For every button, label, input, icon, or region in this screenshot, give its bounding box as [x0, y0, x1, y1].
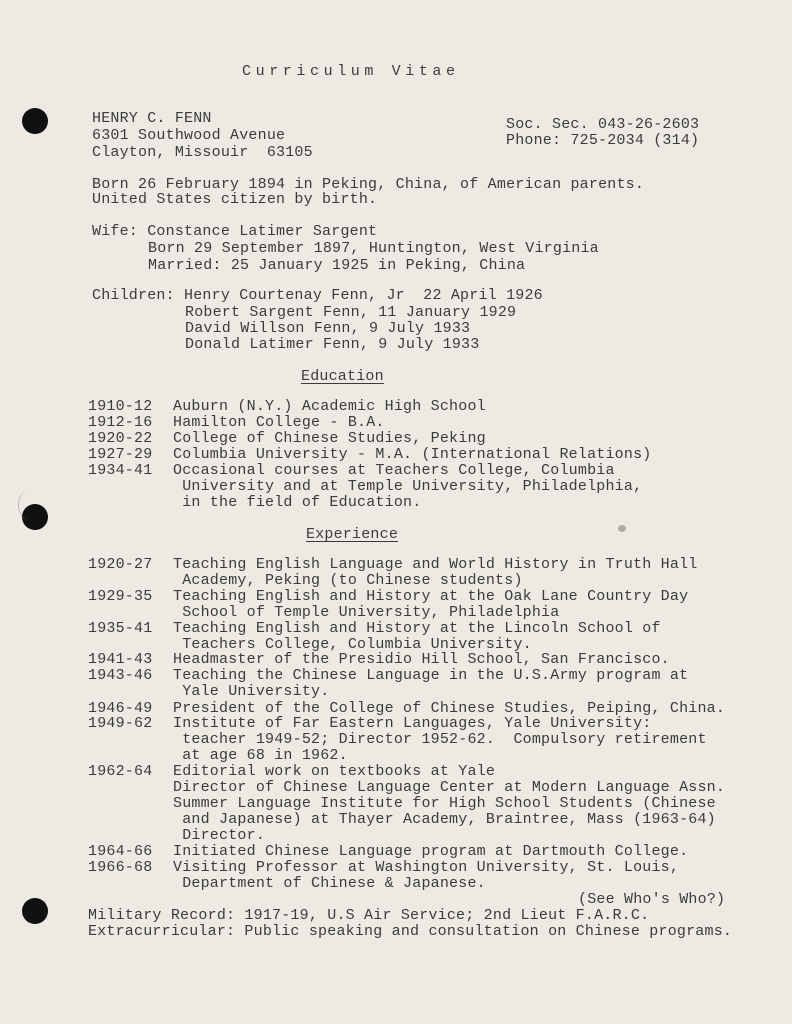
- address-line-1: 6301 Southwood Avenue: [92, 127, 286, 144]
- experience-years: 1966-68: [88, 859, 153, 876]
- experience-entry-line: President of the College of Chinese Studies, Peiping, China.: [173, 700, 726, 717]
- ink-smudge: [618, 525, 626, 532]
- punch-hole: [22, 108, 48, 134]
- experience-entry-line: Visiting Professor at Washington University, St. Louis,: [173, 859, 680, 876]
- education-years: 1910-12: [88, 398, 153, 415]
- name: HENRY C. FENN: [92, 110, 212, 127]
- experience-entry-line: Teaching English and History at the Lincoln School of: [173, 620, 661, 637]
- experience-years: 1962-64: [88, 763, 153, 780]
- extracurricular: Extracurricular: Public speaking and consultation on Chinese programs.: [88, 923, 733, 940]
- address-line-2: Clayton, Missouir 63105: [92, 144, 313, 161]
- education-entry-line: Auburn (N.Y.) Academic High School: [173, 398, 486, 415]
- education-years: 1920-22: [88, 430, 153, 447]
- birth-line-2: United States citizen by birth.: [92, 191, 378, 208]
- social-security: Soc. Sec. 043-26-2603: [506, 116, 700, 133]
- experience-entry-line: Summer Language Institute for High School Students (Chinese: [173, 795, 716, 812]
- wife-line-1: Wife: Constance Latimer Sargent: [92, 223, 378, 240]
- experience-years: 1929-35: [88, 588, 153, 605]
- experience-years: 1964-66: [88, 843, 153, 860]
- experience-entry-line: Academy, Peking (to Chinese students): [173, 572, 523, 589]
- children-line-1: Children: Henry Courtenay Fenn, Jr 22 April 1926: [92, 287, 543, 304]
- experience-years: 1941-43: [88, 651, 153, 668]
- experience-entry-line: teacher 1949-52; Director 1952-62. Compulsory retirement: [173, 731, 707, 748]
- paper-curl-mark: [18, 490, 41, 520]
- experience-entry-line: Teachers College, Columbia University.: [173, 636, 532, 653]
- education-years: 1912-16: [88, 414, 153, 431]
- experience-entry-line: Teaching English and History at the Oak Lane Country Day: [173, 588, 689, 605]
- wife-line-2: Born 29 September 1897, Huntington, West Virginia: [148, 240, 599, 257]
- military-record: Military Record: 1917-19, U.S Air Service; 2nd Lieut F.A.R.C.: [88, 907, 650, 924]
- education-heading: Education: [301, 368, 384, 385]
- experience-years: 1920-27: [88, 556, 153, 573]
- experience-entry-line: Teaching the Chinese Language in the U.S.Army program at: [173, 667, 689, 684]
- children-line-4: Donald Latimer Fenn, 9 July 1933: [185, 336, 480, 353]
- experience-entry-line: Editorial work on textbooks at Yale: [173, 763, 496, 780]
- page-title: Curriculum Vitae: [242, 63, 460, 80]
- children-line-2: Robert Sargent Fenn, 11 January 1929: [185, 304, 517, 321]
- education-entry-line: Hamilton College - B.A.: [173, 414, 385, 431]
- children-line-3: David Willson Fenn, 9 July 1933: [185, 320, 471, 337]
- education-entry-line: University and at Temple University, Philadelphia,: [173, 478, 643, 495]
- education-entry-line: Columbia University - M.A. (International Relations): [173, 446, 652, 463]
- experience-entry-line: Yale University.: [173, 683, 330, 700]
- experience-entry-line: Department of Chinese & Japanese.: [173, 875, 486, 892]
- experience-years: 1935-41: [88, 620, 153, 637]
- experience-entry-line: Director.: [173, 827, 266, 844]
- punch-hole: [22, 898, 48, 924]
- experience-years: 1943-46: [88, 667, 153, 684]
- education-years: 1934-41: [88, 462, 153, 479]
- see-also-note: (See Who's Who?): [578, 891, 726, 908]
- experience-years: 1949-62: [88, 715, 153, 732]
- education-entry-line: in the field of Education.: [173, 494, 422, 511]
- experience-entry-line: Director of Chinese Language Center at Modern Language Assn.: [173, 779, 726, 796]
- experience-entry-line: and Japanese) at Thayer Academy, Braintree, Mass (1963-64): [173, 811, 716, 828]
- experience-heading: Experience: [306, 526, 399, 543]
- experience-entry-line: Headmaster of the Presidio Hill School, San Francisco.: [173, 651, 670, 668]
- experience-entry-line: School of Temple University, Philadelphia: [173, 604, 560, 621]
- education-entry-line: Occasional courses at Teachers College, Columbia: [173, 462, 615, 479]
- education-entry-line: College of Chinese Studies, Peking: [173, 430, 486, 447]
- experience-entry-line: Teaching English Language and World History in Truth Hall: [173, 556, 698, 573]
- experience-years: 1946-49: [88, 700, 153, 717]
- education-years: 1927-29: [88, 446, 153, 463]
- phone: Phone: 725-2034 (314): [506, 132, 700, 149]
- wife-line-3: Married: 25 January 1925 in Peking, China: [148, 257, 526, 274]
- experience-entry-line: at age 68 in 1962.: [173, 747, 348, 764]
- experience-entry-line: Initiated Chinese Language program at Dartmouth College.: [173, 843, 689, 860]
- birth-line-1: Born 26 February 1894 in Peking, China, of American parents.: [92, 176, 645, 193]
- experience-entry-line: Institute of Far Eastern Languages, Yale University:: [173, 715, 652, 732]
